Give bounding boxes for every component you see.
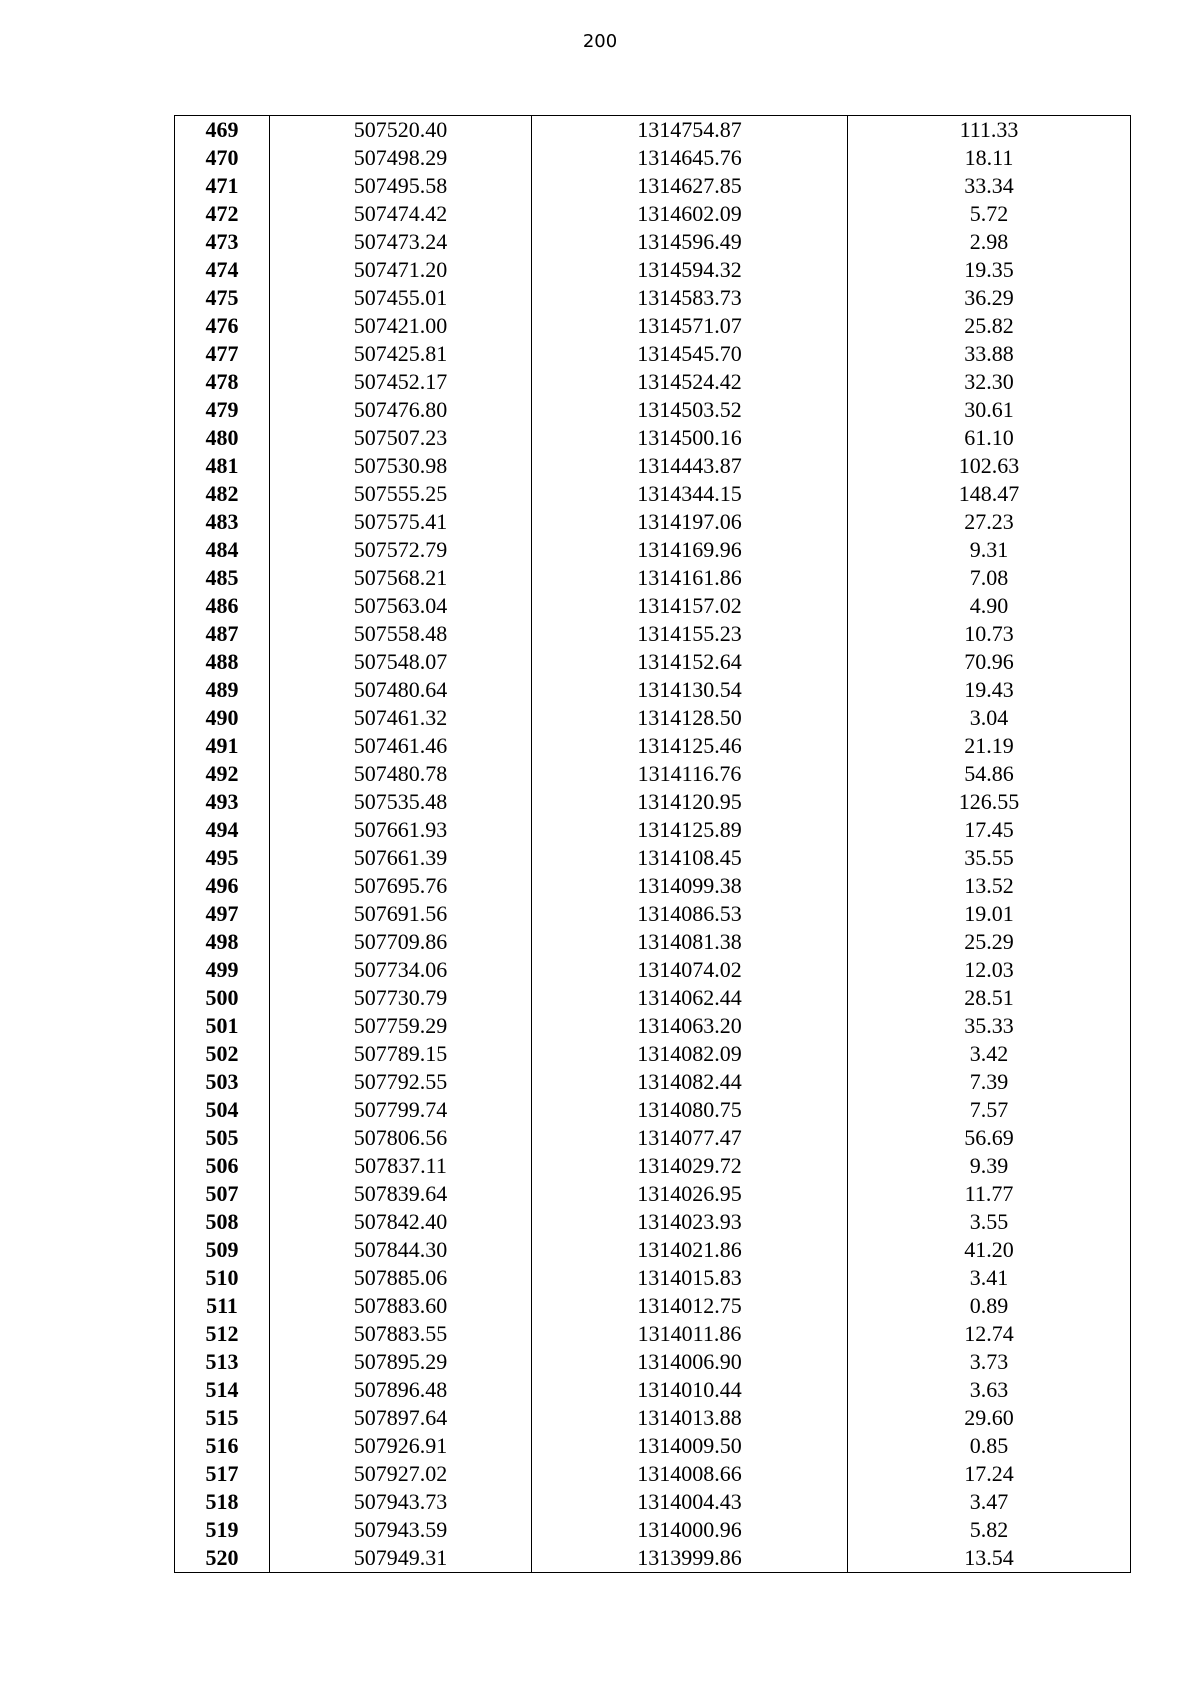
table-row bbox=[175, 900, 1131, 928]
distance-cell: 7.57 bbox=[848, 1096, 1131, 1124]
point-number-cell: 512 bbox=[175, 1320, 270, 1348]
distance-cell: 102.63 bbox=[848, 452, 1131, 480]
table-row bbox=[175, 1152, 1131, 1180]
distance-cell: 111.33 bbox=[848, 116, 1131, 145]
distance-cell: 19.35 bbox=[848, 256, 1131, 284]
y-coordinate-cell: 1314012.75 bbox=[532, 1292, 848, 1320]
y-coordinate-cell: 1314125.46 bbox=[532, 732, 848, 760]
y-coordinate-cell: 1314082.44 bbox=[532, 1068, 848, 1096]
x-coordinate-cell: 507709.86 bbox=[270, 928, 532, 956]
point-number-cell: 507 bbox=[175, 1180, 270, 1208]
table-row bbox=[175, 1376, 1131, 1404]
table-row bbox=[175, 1180, 1131, 1208]
point-number-cell: 483 bbox=[175, 508, 270, 536]
point-number-cell: 474 bbox=[175, 256, 270, 284]
table-row bbox=[175, 1124, 1131, 1152]
table-row bbox=[175, 116, 1131, 145]
x-coordinate-cell: 507555.25 bbox=[270, 480, 532, 508]
distance-cell: 11.77 bbox=[848, 1180, 1131, 1208]
point-number-cell: 518 bbox=[175, 1488, 270, 1516]
table-row bbox=[175, 256, 1131, 284]
table-row bbox=[175, 396, 1131, 424]
table-row bbox=[175, 620, 1131, 648]
distance-cell: 32.30 bbox=[848, 368, 1131, 396]
distance-cell: 3.42 bbox=[848, 1040, 1131, 1068]
table-row bbox=[175, 1264, 1131, 1292]
y-coordinate-cell: 1314627.85 bbox=[532, 172, 848, 200]
x-coordinate-cell: 507734.06 bbox=[270, 956, 532, 984]
point-number-cell: 484 bbox=[175, 536, 270, 564]
x-coordinate-cell: 507730.79 bbox=[270, 984, 532, 1012]
distance-cell: 41.20 bbox=[848, 1236, 1131, 1264]
y-coordinate-cell: 1314008.66 bbox=[532, 1460, 848, 1488]
x-coordinate-cell: 507691.56 bbox=[270, 900, 532, 928]
point-number-cell: 480 bbox=[175, 424, 270, 452]
table-row bbox=[175, 200, 1131, 228]
point-number-cell: 495 bbox=[175, 844, 270, 872]
table-row bbox=[175, 676, 1131, 704]
distance-cell: 18.11 bbox=[848, 144, 1131, 172]
distance-cell: 2.98 bbox=[848, 228, 1131, 256]
y-coordinate-cell: 1314023.93 bbox=[532, 1208, 848, 1236]
distance-cell: 4.90 bbox=[848, 592, 1131, 620]
y-coordinate-cell: 1314009.50 bbox=[532, 1432, 848, 1460]
x-coordinate-cell: 507695.76 bbox=[270, 872, 532, 900]
point-number-cell: 519 bbox=[175, 1516, 270, 1544]
distance-cell: 9.39 bbox=[848, 1152, 1131, 1180]
distance-cell: 10.73 bbox=[848, 620, 1131, 648]
y-coordinate-cell: 1314013.88 bbox=[532, 1404, 848, 1432]
x-coordinate-cell: 507563.04 bbox=[270, 592, 532, 620]
y-coordinate-cell: 1314000.96 bbox=[532, 1516, 848, 1544]
point-number-cell: 510 bbox=[175, 1264, 270, 1292]
distance-cell: 3.04 bbox=[848, 704, 1131, 732]
point-number-cell: 504 bbox=[175, 1096, 270, 1124]
distance-cell: 35.33 bbox=[848, 1012, 1131, 1040]
point-number-cell: 472 bbox=[175, 200, 270, 228]
y-coordinate-cell: 1314500.16 bbox=[532, 424, 848, 452]
y-coordinate-cell: 1314062.44 bbox=[532, 984, 848, 1012]
point-number-cell: 508 bbox=[175, 1208, 270, 1236]
distance-cell: 36.29 bbox=[848, 284, 1131, 312]
x-coordinate-cell: 507927.02 bbox=[270, 1460, 532, 1488]
y-coordinate-cell: 1314596.49 bbox=[532, 228, 848, 256]
y-coordinate-cell: 1314583.73 bbox=[532, 284, 848, 312]
point-number-cell: 496 bbox=[175, 872, 270, 900]
x-coordinate-cell: 507844.30 bbox=[270, 1236, 532, 1264]
distance-cell: 30.61 bbox=[848, 396, 1131, 424]
distance-cell: 70.96 bbox=[848, 648, 1131, 676]
y-coordinate-cell: 1314081.38 bbox=[532, 928, 848, 956]
x-coordinate-cell: 507896.48 bbox=[270, 1376, 532, 1404]
distance-cell: 28.51 bbox=[848, 984, 1131, 1012]
x-coordinate-cell: 507455.01 bbox=[270, 284, 532, 312]
y-coordinate-cell: 1314026.95 bbox=[532, 1180, 848, 1208]
distance-cell: 33.34 bbox=[848, 172, 1131, 200]
table-row bbox=[175, 592, 1131, 620]
table-row bbox=[175, 1404, 1131, 1432]
distance-cell: 126.55 bbox=[848, 788, 1131, 816]
x-coordinate-cell: 507480.64 bbox=[270, 676, 532, 704]
y-coordinate-cell: 1314021.86 bbox=[532, 1236, 848, 1264]
distance-cell: 25.29 bbox=[848, 928, 1131, 956]
y-coordinate-cell: 1314130.54 bbox=[532, 676, 848, 704]
table-row bbox=[175, 872, 1131, 900]
y-coordinate-cell: 1314602.09 bbox=[532, 200, 848, 228]
y-coordinate-cell: 1314086.53 bbox=[532, 900, 848, 928]
page-number: 200 bbox=[582, 31, 618, 52]
table-row bbox=[175, 704, 1131, 732]
x-coordinate-cell: 507885.06 bbox=[270, 1264, 532, 1292]
distance-cell: 7.39 bbox=[848, 1068, 1131, 1096]
distance-cell: 0.89 bbox=[848, 1292, 1131, 1320]
y-coordinate-cell: 1314082.09 bbox=[532, 1040, 848, 1068]
y-coordinate-cell: 1314503.52 bbox=[532, 396, 848, 424]
point-number-cell: 485 bbox=[175, 564, 270, 592]
point-number-cell: 473 bbox=[175, 228, 270, 256]
point-number-cell: 506 bbox=[175, 1152, 270, 1180]
distance-cell: 3.73 bbox=[848, 1348, 1131, 1376]
y-coordinate-cell: 1314006.90 bbox=[532, 1348, 848, 1376]
y-coordinate-cell: 1314197.06 bbox=[532, 508, 848, 536]
y-coordinate-cell: 1314545.70 bbox=[532, 340, 848, 368]
y-coordinate-cell: 1314128.50 bbox=[532, 704, 848, 732]
x-coordinate-cell: 507495.58 bbox=[270, 172, 532, 200]
table-row bbox=[175, 284, 1131, 312]
point-number-cell: 493 bbox=[175, 788, 270, 816]
y-coordinate-cell: 1314571.07 bbox=[532, 312, 848, 340]
point-number-cell: 470 bbox=[175, 144, 270, 172]
table-row bbox=[175, 732, 1131, 760]
point-number-cell: 511 bbox=[175, 1292, 270, 1320]
table-row bbox=[175, 1432, 1131, 1460]
table-row bbox=[175, 1208, 1131, 1236]
x-coordinate-cell: 507943.73 bbox=[270, 1488, 532, 1516]
table-row bbox=[175, 564, 1131, 592]
table-row bbox=[175, 844, 1131, 872]
table-row bbox=[175, 1292, 1131, 1320]
point-number-cell: 499 bbox=[175, 956, 270, 984]
point-number-cell: 500 bbox=[175, 984, 270, 1012]
distance-cell: 61.10 bbox=[848, 424, 1131, 452]
point-number-cell: 509 bbox=[175, 1236, 270, 1264]
x-coordinate-cell: 507568.21 bbox=[270, 564, 532, 592]
distance-cell: 33.88 bbox=[848, 340, 1131, 368]
point-number-cell: 515 bbox=[175, 1404, 270, 1432]
x-coordinate-cell: 507474.42 bbox=[270, 200, 532, 228]
distance-cell: 35.55 bbox=[848, 844, 1131, 872]
x-coordinate-cell: 507425.81 bbox=[270, 340, 532, 368]
distance-cell: 17.45 bbox=[848, 816, 1131, 844]
table-row bbox=[175, 144, 1131, 172]
distance-cell: 12.03 bbox=[848, 956, 1131, 984]
distance-cell: 19.01 bbox=[848, 900, 1131, 928]
y-coordinate-cell: 1314645.76 bbox=[532, 144, 848, 172]
table-row bbox=[175, 424, 1131, 452]
x-coordinate-cell: 507799.74 bbox=[270, 1096, 532, 1124]
y-coordinate-cell: 1314344.15 bbox=[532, 480, 848, 508]
table-row bbox=[175, 1040, 1131, 1068]
y-coordinate-cell: 1314161.86 bbox=[532, 564, 848, 592]
distance-cell: 13.52 bbox=[848, 872, 1131, 900]
x-coordinate-cell: 507792.55 bbox=[270, 1068, 532, 1096]
table-row bbox=[175, 1460, 1131, 1488]
distance-cell: 17.24 bbox=[848, 1460, 1131, 1488]
x-coordinate-cell: 507421.00 bbox=[270, 312, 532, 340]
x-coordinate-cell: 507842.40 bbox=[270, 1208, 532, 1236]
point-number-cell: 516 bbox=[175, 1432, 270, 1460]
x-coordinate-cell: 507895.29 bbox=[270, 1348, 532, 1376]
point-number-cell: 520 bbox=[175, 1544, 270, 1573]
x-coordinate-cell: 507535.48 bbox=[270, 788, 532, 816]
point-number-cell: 517 bbox=[175, 1460, 270, 1488]
x-coordinate-cell: 507943.59 bbox=[270, 1516, 532, 1544]
y-coordinate-cell: 1314077.47 bbox=[532, 1124, 848, 1152]
distance-cell: 27.23 bbox=[848, 508, 1131, 536]
point-number-cell: 477 bbox=[175, 340, 270, 368]
point-number-cell: 489 bbox=[175, 676, 270, 704]
table-row bbox=[175, 172, 1131, 200]
point-number-cell: 513 bbox=[175, 1348, 270, 1376]
point-number-cell: 482 bbox=[175, 480, 270, 508]
x-coordinate-cell: 507806.56 bbox=[270, 1124, 532, 1152]
point-number-cell: 491 bbox=[175, 732, 270, 760]
distance-cell: 3.63 bbox=[848, 1376, 1131, 1404]
table-row bbox=[175, 368, 1131, 396]
distance-cell: 13.54 bbox=[848, 1544, 1131, 1573]
y-coordinate-cell: 1314116.76 bbox=[532, 760, 848, 788]
x-coordinate-cell: 507661.93 bbox=[270, 816, 532, 844]
x-coordinate-cell: 507883.60 bbox=[270, 1292, 532, 1320]
distance-cell: 25.82 bbox=[848, 312, 1131, 340]
x-coordinate-cell: 507520.40 bbox=[270, 116, 532, 145]
y-coordinate-cell: 1314063.20 bbox=[532, 1012, 848, 1040]
y-coordinate-cell: 1314125.89 bbox=[532, 816, 848, 844]
x-coordinate-cell: 507897.64 bbox=[270, 1404, 532, 1432]
distance-cell: 56.69 bbox=[848, 1124, 1131, 1152]
point-number-cell: 478 bbox=[175, 368, 270, 396]
table-row bbox=[175, 1236, 1131, 1264]
y-coordinate-cell: 1314754.87 bbox=[532, 116, 848, 145]
table-row bbox=[175, 1544, 1131, 1573]
point-number-cell: 494 bbox=[175, 816, 270, 844]
table-row bbox=[175, 480, 1131, 508]
distance-cell: 19.43 bbox=[848, 676, 1131, 704]
table-row bbox=[175, 312, 1131, 340]
x-coordinate-cell: 507471.20 bbox=[270, 256, 532, 284]
x-coordinate-cell: 507461.32 bbox=[270, 704, 532, 732]
point-number-cell: 514 bbox=[175, 1376, 270, 1404]
point-number-cell: 490 bbox=[175, 704, 270, 732]
x-coordinate-cell: 507476.80 bbox=[270, 396, 532, 424]
y-coordinate-cell: 1314099.38 bbox=[532, 872, 848, 900]
point-number-cell: 488 bbox=[175, 648, 270, 676]
table-row bbox=[175, 1488, 1131, 1516]
table-row bbox=[175, 816, 1131, 844]
table-row bbox=[175, 984, 1131, 1012]
distance-cell: 5.82 bbox=[848, 1516, 1131, 1544]
x-coordinate-cell: 507789.15 bbox=[270, 1040, 532, 1068]
y-coordinate-cell: 1314015.83 bbox=[532, 1264, 848, 1292]
distance-cell: 12.74 bbox=[848, 1320, 1131, 1348]
y-coordinate-cell: 1314011.86 bbox=[532, 1320, 848, 1348]
distance-cell: 7.08 bbox=[848, 564, 1131, 592]
x-coordinate-cell: 507883.55 bbox=[270, 1320, 532, 1348]
table-row bbox=[175, 760, 1131, 788]
point-number-cell: 503 bbox=[175, 1068, 270, 1096]
point-number-cell: 479 bbox=[175, 396, 270, 424]
distance-cell: 3.41 bbox=[848, 1264, 1131, 1292]
distance-cell: 3.55 bbox=[848, 1208, 1131, 1236]
x-coordinate-cell: 507461.46 bbox=[270, 732, 532, 760]
x-coordinate-cell: 507530.98 bbox=[270, 452, 532, 480]
table-row bbox=[175, 1320, 1131, 1348]
point-number-cell: 486 bbox=[175, 592, 270, 620]
table-row bbox=[175, 648, 1131, 676]
y-coordinate-cell: 1314080.75 bbox=[532, 1096, 848, 1124]
table-row bbox=[175, 928, 1131, 956]
point-number-cell: 487 bbox=[175, 620, 270, 648]
distance-cell: 148.47 bbox=[848, 480, 1131, 508]
point-number-cell: 475 bbox=[175, 284, 270, 312]
y-coordinate-cell: 1314004.43 bbox=[532, 1488, 848, 1516]
table-row bbox=[175, 508, 1131, 536]
point-number-cell: 497 bbox=[175, 900, 270, 928]
x-coordinate-cell: 507548.07 bbox=[270, 648, 532, 676]
coordinates-table-body bbox=[175, 116, 1131, 1573]
y-coordinate-cell: 1313999.86 bbox=[532, 1544, 848, 1573]
y-coordinate-cell: 1314152.64 bbox=[532, 648, 848, 676]
y-coordinate-cell: 1314108.45 bbox=[532, 844, 848, 872]
point-number-cell: 501 bbox=[175, 1012, 270, 1040]
point-number-cell: 471 bbox=[175, 172, 270, 200]
y-coordinate-cell: 1314443.87 bbox=[532, 452, 848, 480]
y-coordinate-cell: 1314169.96 bbox=[532, 536, 848, 564]
x-coordinate-cell: 507575.41 bbox=[270, 508, 532, 536]
x-coordinate-cell: 507572.79 bbox=[270, 536, 532, 564]
y-coordinate-cell: 1314157.02 bbox=[532, 592, 848, 620]
distance-cell: 3.47 bbox=[848, 1488, 1131, 1516]
table-row bbox=[175, 340, 1131, 368]
y-coordinate-cell: 1314074.02 bbox=[532, 956, 848, 984]
point-number-cell: 498 bbox=[175, 928, 270, 956]
x-coordinate-cell: 507498.29 bbox=[270, 144, 532, 172]
point-number-cell: 469 bbox=[175, 116, 270, 145]
distance-cell: 21.19 bbox=[848, 732, 1131, 760]
x-coordinate-cell: 507507.23 bbox=[270, 424, 532, 452]
x-coordinate-cell: 507480.78 bbox=[270, 760, 532, 788]
x-coordinate-cell: 507926.91 bbox=[270, 1432, 532, 1460]
table-row bbox=[175, 1516, 1131, 1544]
y-coordinate-cell: 1314029.72 bbox=[532, 1152, 848, 1180]
distance-cell: 29.60 bbox=[848, 1404, 1131, 1432]
distance-cell: 54.86 bbox=[848, 760, 1131, 788]
table-row bbox=[175, 956, 1131, 984]
x-coordinate-cell: 507839.64 bbox=[270, 1180, 532, 1208]
x-coordinate-cell: 507949.31 bbox=[270, 1544, 532, 1573]
distance-cell: 0.85 bbox=[848, 1432, 1131, 1460]
point-number-cell: 476 bbox=[175, 312, 270, 340]
point-number-cell: 492 bbox=[175, 760, 270, 788]
table-row bbox=[175, 1348, 1131, 1376]
x-coordinate-cell: 507837.11 bbox=[270, 1152, 532, 1180]
table-row bbox=[175, 788, 1131, 816]
point-number-cell: 502 bbox=[175, 1040, 270, 1068]
x-coordinate-cell: 507759.29 bbox=[270, 1012, 532, 1040]
x-coordinate-cell: 507473.24 bbox=[270, 228, 532, 256]
table-row bbox=[175, 536, 1131, 564]
distance-cell: 5.72 bbox=[848, 200, 1131, 228]
y-coordinate-cell: 1314594.32 bbox=[532, 256, 848, 284]
x-coordinate-cell: 507558.48 bbox=[270, 620, 532, 648]
y-coordinate-cell: 1314120.95 bbox=[532, 788, 848, 816]
coordinates-table bbox=[174, 115, 1131, 1573]
y-coordinate-cell: 1314155.23 bbox=[532, 620, 848, 648]
table-row bbox=[175, 1096, 1131, 1124]
table-row bbox=[175, 1068, 1131, 1096]
y-coordinate-cell: 1314010.44 bbox=[532, 1376, 848, 1404]
table-row bbox=[175, 228, 1131, 256]
point-number-cell: 481 bbox=[175, 452, 270, 480]
point-number-cell: 505 bbox=[175, 1124, 270, 1152]
distance-cell: 9.31 bbox=[848, 536, 1131, 564]
y-coordinate-cell: 1314524.42 bbox=[532, 368, 848, 396]
table-row bbox=[175, 1012, 1131, 1040]
x-coordinate-cell: 507452.17 bbox=[270, 368, 532, 396]
table-row bbox=[175, 452, 1131, 480]
x-coordinate-cell: 507661.39 bbox=[270, 844, 532, 872]
